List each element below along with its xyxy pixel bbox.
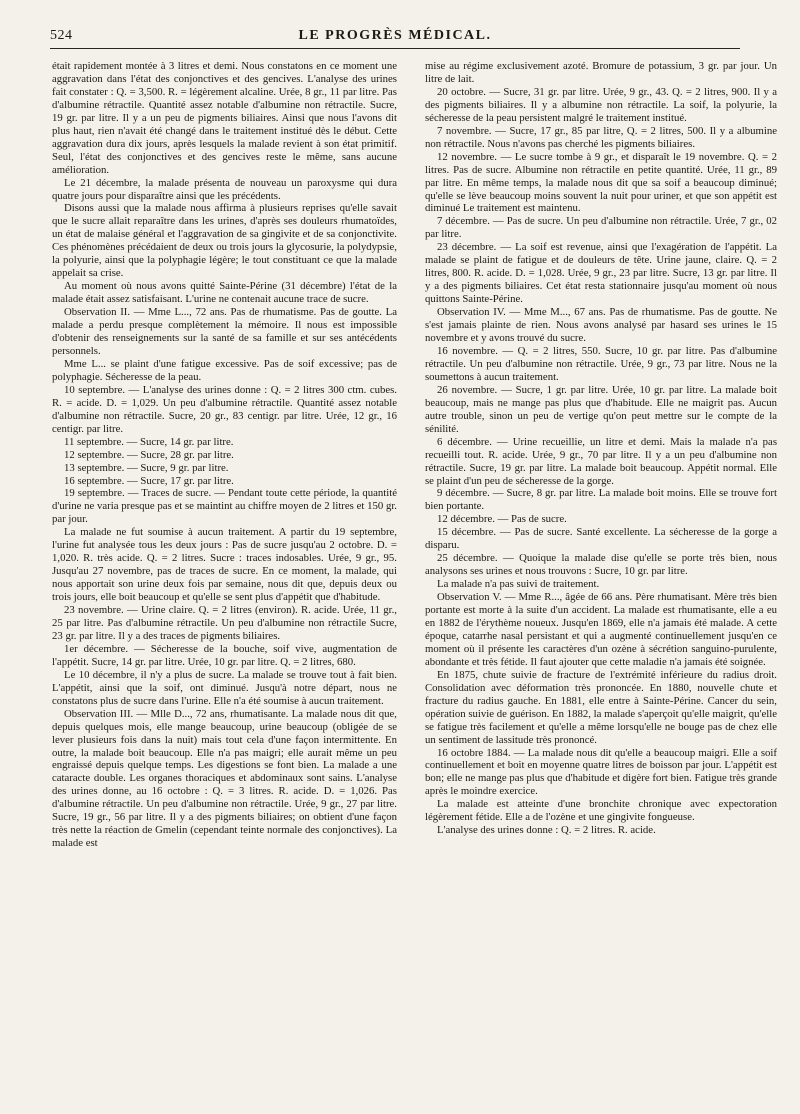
paragraph: Le 10 décembre, il n'y a plus de sucre. La malade se trouve tout à fait bien. L'appétit, ainsi que la soif, ont diminué. Jusqu'à notre départ, nous ne constatons plus de sucre dans l'urine. Elle n'a été soumise à aucun traitement. <box>52 668 397 707</box>
dated-entry: 16 octobre 1884. — La malade nous dit qu'elle a beaucoup maigri. Elle a soif continuellement et boit en moyenne quatre litres de boisson par jour. L'appétit est bon; elle ne mange pas plus que d'habitude et digère fort bien. Fatigue très grande après le moindre exercice. <box>425 746 777 798</box>
paragraph: était rapidement montée à 3 litres et demi. Nous constatons en ce moment une aggravation dans l'état des conjonctives et des gencives. L'analyse des urines fait constater : Q. = 3,500. R. = légèrement alcaline. Urée, 8 gr., 11 par litre. Pas d'albumine rétractile. Quantité assez notable d'albumine non rétractile. Sucre, 19 gr. par litre. Il y a un peu de pigments biliaires. Ainsi que nous l'avons dit plus haut, rien n'avait été changé dans le traitement institué dès le début. Cette aggravation dura dix jours, après lesquels la malade revient à son état primitif. Seul, l'état des conjonctives et des gencives reste le même, sans aucune amélioration. <box>52 60 397 176</box>
observation-heading-paragraph: Observation III. — Mlle D..., 72 ans, rhumatisante. La malade nous dit que, depuis quelques mois, elle mange beaucoup, urine beaucoup (obligée de se lever plusieurs fois dans la nuit) mais tout cela d'une façon intermittente. En outre, la malade boit beaucoup. Elle n'a pas maigri; elle aurait même un peu engraissé depuis quelque temps. Les digestions se font bien. La malade a une cataracte double. Les organes thoraciques et abdominaux sont sains. L'analyse des urines donne, au 16 octobre : Q. = 3 litres. R. acide. D. = 1,026. Pas d'albumine rétractile. Un peu d'albumine non rétractile. Urée, 9 gr., 27 par litre. Sucre, 19 gr., 56 par litre. Il y a des pigments biliaires; on obtient d'une façon très nette la réaction de Gmelin (cependant teinte normale des conjonctives). La malade est <box>52 707 397 850</box>
right-column <box>425 60 777 837</box>
paragraph: La malade n'a pas suivi de traitement. <box>437 578 600 591</box>
left-column <box>52 60 397 850</box>
dated-entry: 12 novembre. — Le sucre tombe à 9 gr., et disparaît le 19 novembre. Q. = 2 litres. Pas de sucre. Albumine non rétractile en petite quantité. Urée, 11 gr., 89 par litre. En même temps, la malade nous dit que sa soif a beaucoup diminué; qu'elle se lève beaucoup moins souvent la nuit pour uriner, et que son appétit est diminué Le traitement est maintenu. <box>425 150 777 215</box>
paragraph: L'analyse des urines donne : Q. = 2 litres. R. acide. <box>437 824 656 837</box>
paragraph: Au moment où nous avons quitté Sainte-Périne (31 décembre) l'état de la malade était assez satisfaisant. L'urine ne contenait aucune trace de sucre. <box>52 280 397 306</box>
paragraph: Mme L... se plaint d'une fatigue excessive. Pas de soif excessive; pas de polyphagie. Sécheresse de la peau. <box>52 357 397 383</box>
observation-heading-paragraph: Observation IV. — Mme M..., 67 ans. Pas de rhumatisme. Pas de goutte. Ne s'est jamais plainte de rien. Nous avons analysé par hasard ses urines le 15 novembre et y avons trouvé du sucre. <box>425 306 777 345</box>
dated-entry: 13 septembre. — Sucre, 9 gr. par litre. <box>64 461 229 474</box>
dated-entry: 19 septembre. — Traces de sucre. — Pendant toute cette période, la quantité d'urine ne varia presque pas et se maintint au chiffre moyen de 2 litres et 150 gr. par jour. <box>52 487 397 526</box>
dated-entry: 15 décembre. — Pas de sucre. Santé excellente. La sécheresse de la gorge a disparu. <box>425 526 777 552</box>
dated-entry: 11 septembre. — Sucre, 14 gr. par litre. <box>64 435 234 448</box>
dated-entry: 23 novembre. — Urine claire. Q. = 2 litres (environ). R. acide. Urée, 11 gr., 25 par litre. Pas d'albumine rétractile. Un peu d'albumine non rétractile Sucre, 23 gr. par litre. Il y a des traces de pigments biliaires. <box>52 604 397 642</box>
paragraph: La malade ne fut soumise à aucun traitement. A partir du 19 septembre, l'urine fut analysée tous les deux jours : Pas de sucre jusqu'au 2 octobre. D. = 1,020. R. très acide. Q. = 2 litres. Sucre : traces indosables. Urée, 9 gr., 95. Jusqu'au 27 novembre, pas de traces de sucre. En ce moment, la malade, qui nous apportait son urine deux fois par semaine, nous dit que, depuis deux ou trois jours, elle boit beaucoup et qu'elle se sent plus d'appétit que d'habitude. <box>52 526 397 604</box>
paragraph: Le 21 décembre, la malade présenta de nouveau un paroxysme qui dura quatre jours pour disparaître ainsi que les précédents. <box>52 176 397 202</box>
paragraph: La malade est atteinte d'une bronchite chronique avec expectoration légèrement fétide. Elle a de l'ozène et une gingivite fongueuse. <box>425 798 777 824</box>
dated-entry: 7 décembre. — Pas de sucre. Un peu d'albumine non rétractile. Urée, 7 gr., 02 par litre. <box>425 215 777 241</box>
dated-entry: 9 décembre. — Sucre, 8 gr. par litre. La malade boit moins. Elle se trouve fort bien portante. <box>425 487 777 513</box>
dated-entry: 20 octobre. — Sucre, 31 gr. par litre. Urée, 9 gr., 43. Q. = 2 litres, 900. Il y a des pigments biliaires. Il y a albumine non rétractile. La soif, la polyurie, la sécheresse de la peau persistent malgré le traitement institué. <box>425 85 777 124</box>
dated-entry: 7 novembre. — Sucre, 17 gr., 85 par litre, Q. = 2 litres, 500. Il y a albumine non rétractile. Nous n'avons pas cherché les pigments biliaires. <box>425 124 777 150</box>
dated-entry: 16 septembre. — Sucre, 17 gr. par litre. <box>64 474 234 487</box>
paragraph: mise au régime exclusivement azoté. Bromure de potassium, 3 gr. par jour. Un litre de lait. <box>425 60 777 85</box>
dated-entry: 23 décembre. — La soif est revenue, ainsi que l'exagération de l'appétit. La malade se plaint de fatigue et de douleurs de tête. Urine jaune, claire. Q. = 2 litres, 800. R. acide. D. = 1,028. Urée, 9 gr., 23 par litre. Sucre, 13 gr. par litre. Il y a des pigments biliaires. Cet état resta stationnaire jusqu'au moment où nous quittons Sainte-Périne. <box>425 241 777 306</box>
dated-entry: 1er décembre. — Sécheresse de la bouche, soif vive, augmentation de l'appétit. Sucre, 14 gr. par litre. Urée, 10 gr. par litre. Q. = 2 litres, 680. <box>52 642 397 668</box>
paragraph: En 1875, chute suivie de fracture de l'extrémité inférieure du radius droit. Consolidation avec déformation très prononcée. En 1880, nouvelle chute et fracture du radius gauche. En 1881, elle entre à Sainte-Périne. Cancer du sein, opération suivie de guérison. En 1882, la malade s'aperçoit qu'elle maigrit, qu'elle se fatigue très facilement et qu'elle a même lorsqu'elle ne bouge pas de chez elle un sentiment de lassitude très prononcé. <box>425 668 777 746</box>
running-title: LE PROGRÈS MÉDICAL. <box>298 28 492 43</box>
dated-entry: 6 décembre. — Urine recueillie, un litre et demi. Mais la malade n'a pas recueilli tout. R. acide. Urée, 9 gr., 70 par litre. Il y a un peu d'albumine non rétractile. Sucre, 19 gr. par litre. La malade boit beaucoup. Appétit normal. Elle se plaint d'un peu de sécheresse de la gorge. <box>425 435 777 487</box>
dated-entry: 16 novembre. — Q. = 2 litres, 550. Sucre, 10 gr. par litre. Pas d'albumine rétractile. Un peu d'albumine non rétractile. Urée, 9 gr., 73 par litre. Nous ne la soumettons à aucun traitement. <box>425 344 777 383</box>
page-number: 524 <box>50 28 73 43</box>
dated-entry: 10 septembre. — L'analyse des urines donne : Q. = 2 litres 300 ctm. cubes. R. = acide. D. = 1,029. Un peu d'albumine rétractile. Quantité assez notable d'albumine non rétractile. Sucre, 20 gr., 83 centigr. par litre. Urée, 12 gr., 16 centigr. par litre. <box>52 383 397 435</box>
dated-entry: 12 décembre. — Pas de sucre. <box>437 513 567 526</box>
dated-entry: 12 septembre. — Sucre, 28 gr. par litre. <box>64 448 234 461</box>
dated-entry: 26 novembre. — Sucre, 1 gr. par litre. Urée, 10 gr. par litre. La malade boit beaucoup, mais ne mange pas plus que d'habitude. Elle ne maigrit pas. Aucun autre trouble, sinon un peu de vertige qu'on peut mettre sur le compte de la sénilité. <box>425 383 777 435</box>
observation-heading-paragraph: Observation II. — Mme L..., 72 ans. Pas de rhumatisme. Pas de goutte. La malade a perdu presque complètement la mémoire. Il nous est impossible d'obtenir des renseignements sur la santé de sa famille et sur ses antécédents personnels. <box>52 306 397 357</box>
paragraph: Disons aussi que la malade nous affirma à plusieurs reprises qu'elle savait que le sucre allait reparaître dans les urines, d'après ses douleurs rhumatoïdes, un état de malaise général et l'aggravation de sa gingivite et de sa conjonctivite. Ces phénomènes précédaient de deux ou trois jours la glycosurie, la polydypsie, la polyurie, ainsi que la polyphagie légère; le tout constituant ce que la malade appelait sa crise. <box>52 202 397 280</box>
page-header <box>50 28 740 49</box>
observation-heading-paragraph: Observation V. — Mme R..., âgée de 66 ans. Père rhumatisant. Mère très bien portante est morte à la suite d'un accident. La malade est rhumatisante, elle a eu en 1882 de l'érythème noueux. Jusqu'en 1869, elle n'a jamais été malade. A cette époque, catarrhe nasal persistant et qui a augmenté continuellement jusqu'en ce moment où il présente les caractères d'un ozène à sécrétion sanguino-purulente, abondante et très fétide. Il faut ajouter que cette maladie n'a jamais été soignée. <box>425 591 777 668</box>
dated-entry: 25 décembre. — Quoique la malade dise qu'elle se porte très bien, nous analysons ses urines et nous trouvons : Sucre, 10 gr. par litre. <box>425 552 777 578</box>
